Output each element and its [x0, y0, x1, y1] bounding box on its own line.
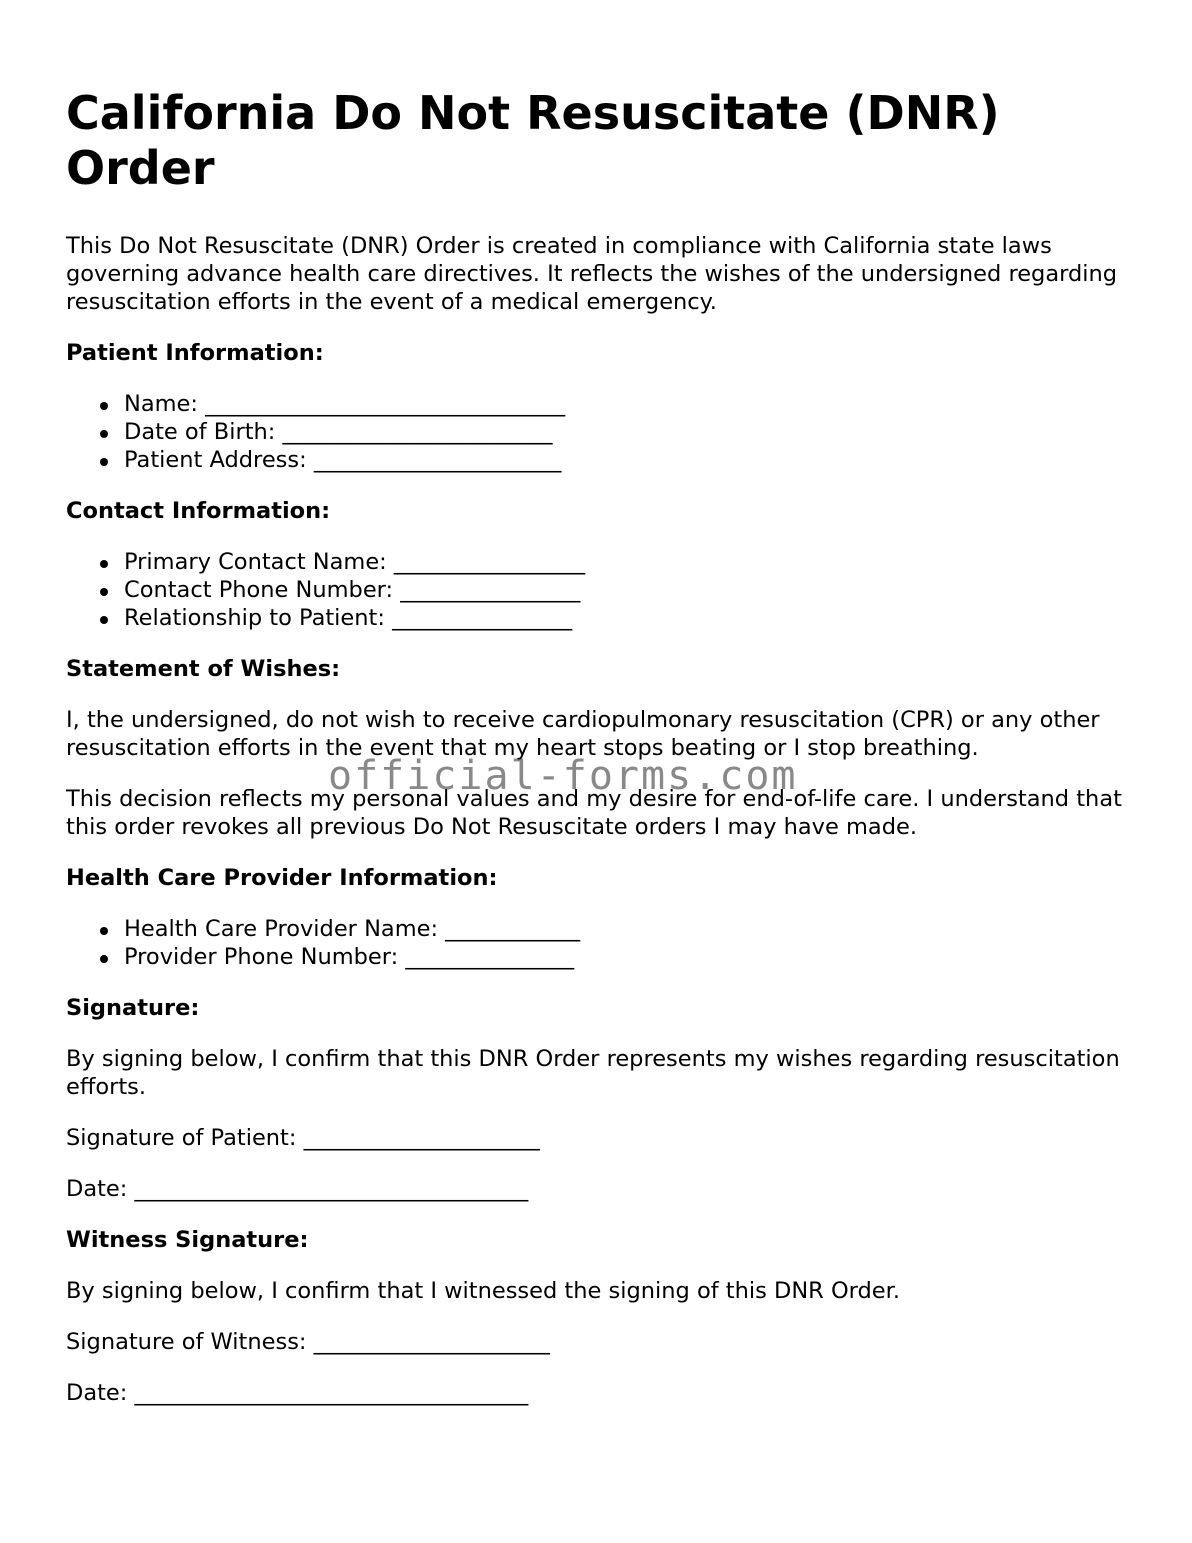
patient-dob-field[interactable]: Date of Birth: ________________________ — [124, 418, 1126, 446]
document-page — [66, 0, 1126, 1407]
contact-relationship-field[interactable]: Relationship to Patient: ________________ — [124, 604, 1126, 632]
patient-info-list — [66, 390, 1126, 474]
contact-info-heading: Contact Information: — [66, 498, 331, 524]
wishes-paragraph-1: I, the undersigned, do not wish to receive cardiopulmonary resuscitation (CPR) or any other resuscitation efforts in the event that my heart stops beating or I stop breathing. — [66, 707, 1100, 761]
witness-statement: By signing below, I confirm that I witnessed the signing of this DNR Order. — [66, 1278, 900, 1304]
patient-name-field[interactable]: Name: ________________________________ — [124, 390, 1126, 418]
contact-info-list — [66, 548, 1126, 632]
provider-info-heading: Health Care Provider Information: — [66, 865, 498, 891]
wishes-heading: Statement of Wishes: — [66, 656, 341, 682]
contact-name-field[interactable]: Primary Contact Name: _________________ — [124, 548, 1126, 576]
provider-phone-field[interactable]: Provider Phone Number: _______________ — [124, 943, 1126, 971]
signature-heading: Signature: — [66, 995, 200, 1021]
witness-heading: Witness Signature: — [66, 1227, 309, 1253]
contact-phone-field[interactable]: Contact Phone Number: ________________ — [124, 576, 1126, 604]
watermark: official-forms.com — [328, 753, 798, 799]
patient-info-heading: Patient Information: — [66, 340, 324, 366]
patient-address-field[interactable]: Patient Address: ______________________ — [124, 446, 1126, 474]
patient-date-line[interactable]: Date: ___________________________________ — [66, 1176, 529, 1202]
signature-statement: By signing below, I confirm that this DNR Order represents my wishes regarding resuscitation efforts. — [66, 1046, 1120, 1100]
patient-signature-line[interactable]: Signature of Patient: _____________________ — [66, 1125, 540, 1151]
provider-name-field[interactable]: Health Care Provider Name: ____________ — [124, 915, 1126, 943]
page-title: California Do Not Resuscitate (DNR) Order — [66, 86, 1000, 195]
witness-signature-line[interactable]: Signature of Witness: _____________________ — [66, 1329, 550, 1355]
witness-date-line[interactable]: Date: ___________________________________ — [66, 1380, 529, 1406]
intro-paragraph: This Do Not Resuscitate (DNR) Order is created in compliance with California state laws governing advance health care directives. It reflects the wishes of the undersigned regarding resuscitation efforts in the event of a medical emergency. — [66, 233, 1118, 315]
wishes-paragraph-2: This decision reflects my personal values and my desire for end-of-life care. I understand that this order revokes all previous Do Not Resuscitate orders I may have made. — [66, 786, 1122, 840]
provider-info-list — [66, 915, 1126, 971]
